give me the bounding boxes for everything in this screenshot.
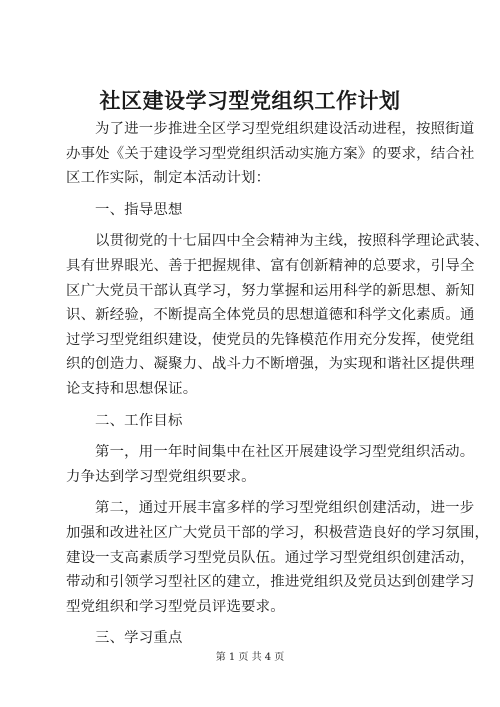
section1-line: 过学习型党组织建设，使党员的先锋模范作用充分发挥，使党组 bbox=[66, 331, 475, 348]
section1-line: 具有世界眼光、善于把握规律、富有创新精神的总要求，引导全 bbox=[66, 257, 475, 274]
section1-line: 论支持和思想保证。 bbox=[66, 380, 198, 397]
section-heading-guiding-thought: 一、指导思想 bbox=[95, 201, 183, 218]
goal2-line: 带动和引领学习型社区的建立，推进党组织及党员达到创建学习 bbox=[66, 574, 475, 591]
intro-line: 区工作实际，制定本活动计划： bbox=[66, 170, 271, 187]
section1-line: 织的创造力、凝聚力、战斗力不断增强，为实现和谐社区提供理 bbox=[66, 356, 475, 373]
goal2-line: 加强和改进社区广大党员干部的学习，积极营造良好的学习氛围， bbox=[66, 524, 490, 541]
document-body bbox=[66, 117, 490, 651]
section-heading-work-goals: 二、工作目标 bbox=[95, 412, 183, 429]
section1-line: 以贯彻党的十七届四中全会精神为主线，按照科学理论武装、 bbox=[95, 233, 489, 250]
goal2-line: 第二，通过开展丰富多样的学习型党组织创建活动，进一步 bbox=[95, 500, 475, 517]
page-number: 第 1 页 共 4 页 bbox=[215, 652, 285, 663]
intro-line: 办事处《关于建设学习型党组织活动实施方案》的要求，结合社 bbox=[66, 145, 475, 162]
goal1-line: 力争达到学习型党组织要求。 bbox=[66, 468, 256, 485]
goal2-line: 型党组织和学习型党员评选要求。 bbox=[66, 598, 285, 615]
intro-line: 为了进一步推进全区学习型党组织建设活动进程，按照街道 bbox=[95, 121, 475, 137]
section1-line: 区广大党员干部认真学习，努力掌握和运用科学的新思想、新知 bbox=[66, 282, 475, 299]
document-title: 社区建设学习型党组织工作计划 bbox=[99, 88, 401, 113]
goal1-line: 第一，用一年时间集中在社区开展建设学习型党组织活动。 bbox=[95, 444, 475, 461]
section-heading-study-focus: 三、学习重点 bbox=[95, 630, 183, 647]
section1-line: 识、新经验，不断提高全体党员的思想道德和科学文化素质。通 bbox=[66, 307, 475, 324]
goal2-line: 建设一支高素质学习型党员队伍。通过学习型党组织创建活动， bbox=[66, 549, 475, 566]
